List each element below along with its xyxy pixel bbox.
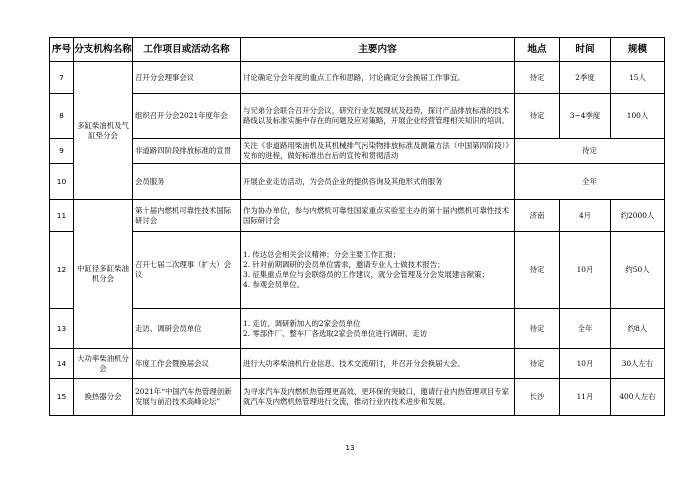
row-time: 10月 (560, 232, 611, 309)
row-scale: 约8人 (611, 309, 665, 349)
row-place: 待定 (515, 309, 560, 349)
row-content: 关注《非道路用柴油机及其机械排气污染物排放标准及测量方法（中国第四阶段）》发布的进程，做好标准出台后的宣传和贯彻活动 (241, 139, 515, 164)
org-cell: 大功率柴油机分会 (74, 349, 133, 379)
content-line: 2. 零部件厂、整车厂各选取2家会员单位进行调研、走访 (243, 328, 428, 338)
table-row (50, 164, 665, 200)
row-place: 待定 (515, 94, 560, 139)
row-span-value: 全年 (515, 164, 665, 200)
row-content (241, 309, 515, 349)
content-line: 3. 征集重点单位与会联络员的工作建议，就分会管理及分会发展建言献策； (243, 270, 489, 279)
row-scale: 100人 (611, 94, 665, 139)
header-org: 分支机构名称 (74, 38, 133, 62)
content-line: 1. 传达总会相关会议精神；分会主要工作汇报； (243, 250, 401, 259)
row-time: 2季度 (560, 62, 611, 94)
table-row (50, 232, 665, 309)
row-seq: 8 (50, 94, 74, 139)
row-content (241, 232, 515, 309)
row-place: 待定 (515, 232, 560, 309)
row-place: 长沙 (515, 379, 560, 416)
row-project: 组织召开分会2021年度年会 (133, 94, 241, 139)
row-seq: 9 (50, 139, 74, 164)
table-row (50, 139, 665, 164)
row-project: 走访、调研会员单位 (133, 309, 241, 349)
row-seq: 13 (50, 309, 74, 349)
table-row (50, 349, 665, 379)
row-seq: 7 (50, 62, 74, 94)
table-header-row (50, 38, 665, 62)
row-seq: 15 (50, 379, 74, 416)
row-content: 讨论确定分会年度的重点工作和思路，讨论确定分会换届工作事宜。 (241, 62, 515, 94)
header-project: 工作项目或活动名称 (133, 38, 241, 62)
table-row (50, 379, 665, 416)
row-time: 11月 (560, 379, 611, 416)
org-cell: 多缸柴油机及气缸垫分会 (74, 62, 133, 200)
row-project: 第十届内燃机可靠性技术国际研讨会 (133, 200, 241, 232)
table-row (50, 94, 665, 139)
row-span-value: 待定 (515, 139, 665, 164)
row-project: 2021年“中国汽车热管理创新发展与前沿技术高峰论坛” (133, 379, 241, 416)
table-row (50, 62, 665, 94)
header-time: 时间 (560, 38, 611, 62)
content-line: 2. 针对前期调研的会员单位需求，邀请专业人士做技术报告； (243, 260, 445, 269)
row-place: 济南 (515, 200, 560, 232)
row-scale: 30人左右 (611, 349, 665, 379)
row-content: 与兄弟分会联合召开分会议，研究行业发展现状及趋势，探讨产品排放标准的技术路线以及标准实施中存在的问题及应对策略，开展企业经营管理相关知识的培训。 (241, 94, 515, 139)
row-content: 进行大功率柴油机行业信息、技术交流研讨，并召开分会换届大会。 (241, 349, 515, 379)
page-number: 13 (345, 444, 355, 452)
row-scale: 约2000人 (611, 200, 665, 232)
content-line: 1. 走访、调研新加入的2家会员单位 (243, 318, 361, 328)
row-seq: 12 (50, 232, 74, 309)
plan-table (49, 37, 665, 416)
row-project: 年度工作会暨换届会议 (133, 349, 241, 379)
row-seq: 11 (50, 200, 74, 232)
row-project: 召开分会理事会议 (133, 62, 241, 94)
row-scale: 约50人 (611, 232, 665, 309)
header-place: 地点 (515, 38, 560, 62)
row-scale: 15人 (611, 62, 665, 94)
table-row (50, 200, 665, 232)
header-scale: 规模 (611, 38, 665, 62)
row-content: 开展企业走访活动，为会员企业的提供咨询及其他形式的服务 (241, 164, 515, 200)
row-time: 4月 (560, 200, 611, 232)
row-project: 召开七届二次理事（扩大）会议 (133, 232, 241, 309)
header-content: 主要内容 (241, 38, 515, 62)
row-time: 3~4季度 (560, 94, 611, 139)
row-project: 会员服务 (133, 164, 241, 200)
row-place: 待定 (515, 62, 560, 94)
row-project: 非道路四阶段排放标准的宣贯 (133, 139, 241, 164)
row-seq: 10 (50, 164, 74, 200)
table-row (50, 309, 665, 349)
row-content: 作为协办单位，参与内燃机可靠性国家重点实验室主办的第十届内燃机可靠性技术国际研讨会 (241, 200, 515, 232)
row-time: 10月 (560, 349, 611, 379)
row-place: 待定 (515, 349, 560, 379)
row-scale: 400人左右 (611, 379, 665, 416)
row-content: 为寻求汽车及内燃机热管理更高效、更环保的突破口，邀请行业内热管理项目专家就汽车及内燃机热管理进行交流，推动行业内技术进步和发展。 (241, 379, 515, 416)
header-seq: 序号 (50, 38, 74, 62)
org-cell: 中缸径多缸柴油机分会 (74, 200, 133, 349)
row-time: 全年 (560, 309, 611, 349)
row-seq: 14 (50, 349, 74, 379)
content-line: 4. 参观会员单位。 (243, 280, 305, 289)
org-cell: 换热器分会 (74, 379, 133, 416)
